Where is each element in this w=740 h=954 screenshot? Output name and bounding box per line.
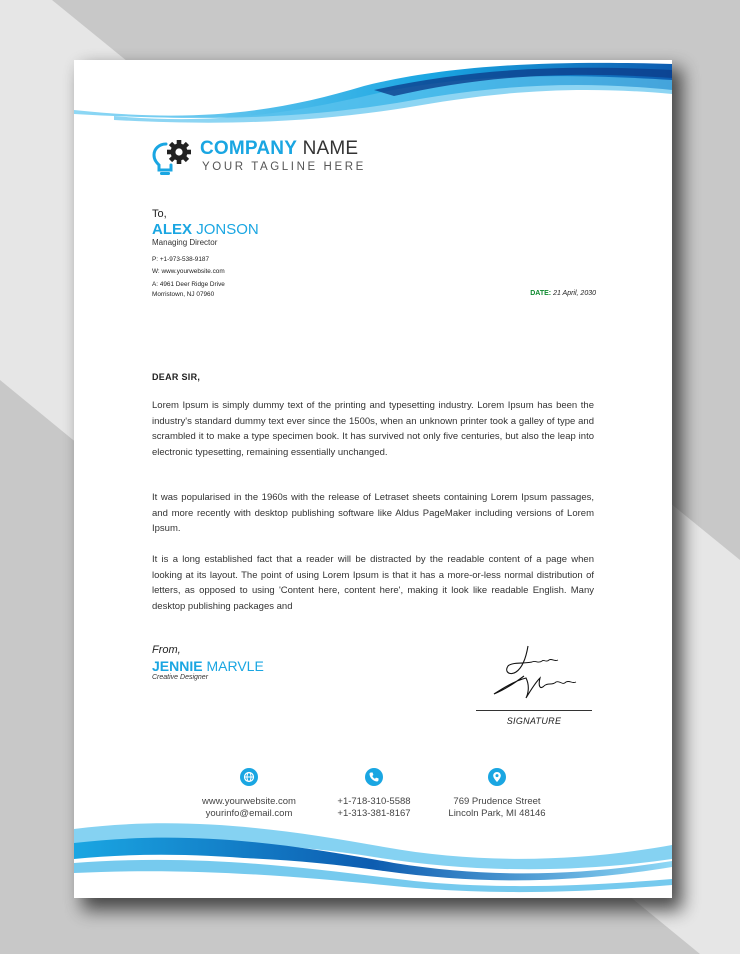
signature-label: SIGNATURE bbox=[506, 716, 562, 726]
company-name-light: NAME bbox=[302, 138, 359, 159]
top-wave-decoration bbox=[74, 60, 672, 140]
company-tagline: YOUR TAGLINE HERE bbox=[202, 161, 366, 173]
bottom-wave-decoration bbox=[74, 815, 672, 898]
date-label: DATE: bbox=[530, 290, 552, 297]
signature-line bbox=[476, 710, 592, 711]
globe-icon bbox=[240, 768, 258, 786]
body-paragraph-3: It is a long established fact that a reader will be distracted by the readable content of a page when looking at its layout. The point of using Lorem Ipsum is that it has a more-or-less normal distribution of letters, as opposed to using 'Content here, content here', making it look like readable English. Many desktop publishing packages and bbox=[152, 554, 594, 612]
footer-address-line2: Lincoln Park, MI 48146 bbox=[448, 808, 546, 819]
from-label: From, bbox=[152, 644, 181, 656]
handwritten-signature bbox=[486, 642, 596, 702]
recipient-title: Managing Director bbox=[152, 238, 218, 247]
recipient-first-name: ALEX bbox=[152, 221, 193, 238]
recipient-name bbox=[152, 221, 259, 238]
footer-phone-1: +1-718-310-5588 bbox=[337, 796, 411, 807]
recipient-website: W: www.yourwebsite.com bbox=[152, 268, 225, 275]
body-paragraph-1: Lorem Ipsum is simply dummy text of the printing and typesetting industry. Lorem Ipsum has been the industry's standard dummy text ever since the 1500s, when an unknown printer took a galley of type and scrambled it to make a type specimen book. It has survived not only five centuries, but also the leap into electronic typesetting, remaining essentially unchanged. bbox=[152, 400, 594, 458]
body-paragraph-2: It was popularised in the 1960s with the release of Letraset sheets containing Lorem Ipsum passages, and more recently with desktop publishing software like Aldus PageMaker including versions of Lorem Ipsum. bbox=[152, 492, 594, 535]
recipient-phone: P: +1-973-538-9187 bbox=[152, 256, 210, 263]
sender-title: Creative Designer bbox=[152, 674, 209, 681]
recipient-address-line1: A: 4961 Deer Ridge Drive bbox=[152, 281, 225, 288]
to-label: To, bbox=[152, 208, 167, 220]
date-value: 21 April, 2030 bbox=[553, 290, 596, 297]
location-pin-icon bbox=[488, 768, 506, 786]
company-name bbox=[200, 138, 358, 160]
salutation: DEAR SIR, bbox=[152, 372, 201, 382]
footer-phone-2: +1-313-381-8167 bbox=[337, 808, 411, 819]
recipient-address-line2: Morristown, NJ 07960 bbox=[152, 291, 215, 298]
footer-email: yourinfo@email.com bbox=[205, 808, 293, 819]
recipient-last-name: JONSON bbox=[196, 221, 259, 238]
letter-date bbox=[530, 290, 596, 297]
company-name-bold: COMPANY bbox=[200, 138, 298, 159]
footer-website: www.yourwebsite.com bbox=[202, 796, 296, 807]
lightbulb-gear-icon bbox=[152, 136, 196, 180]
letterhead-page bbox=[74, 60, 672, 898]
sender-name bbox=[152, 658, 264, 674]
phone-icon bbox=[365, 768, 383, 786]
footer-address-line1: 769 Prudence Street bbox=[453, 796, 541, 807]
sender-last-name: MARVLE bbox=[206, 658, 264, 674]
sender-first-name: JENNIE bbox=[152, 658, 203, 674]
